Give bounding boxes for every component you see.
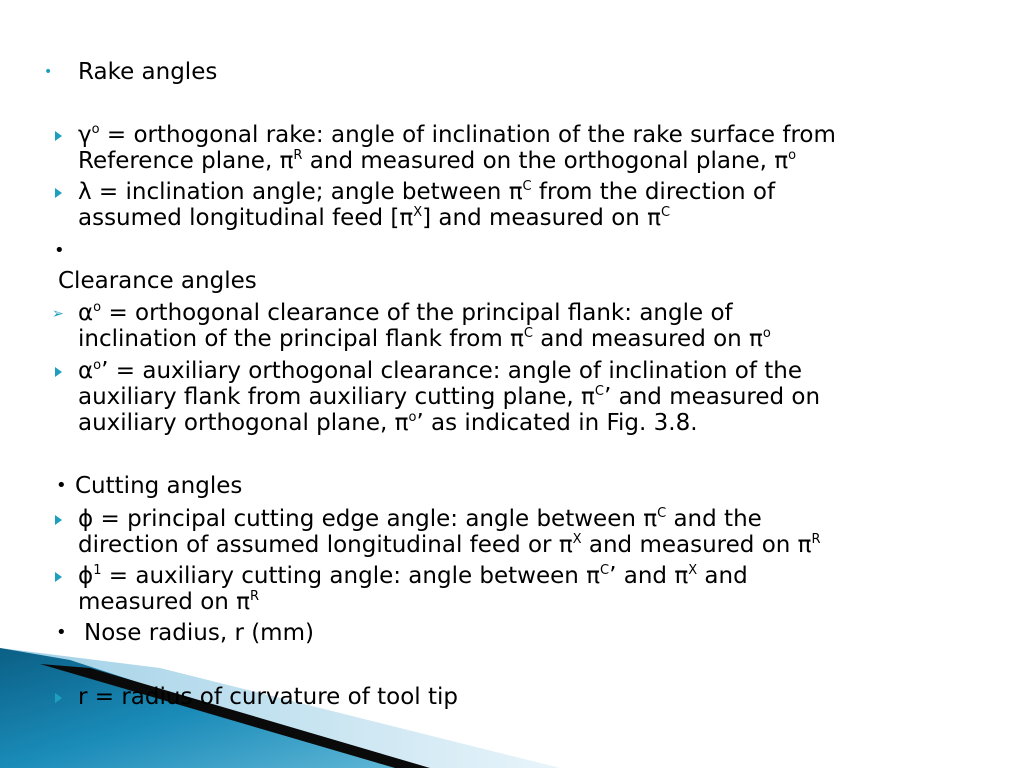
hollow-arrow-bullet-icon: ➢ — [52, 306, 64, 322]
rake-item-2-line-2: assumed longitudinal feed $[\pi^X]$ and measured on $\pi^C$ — [78, 205, 671, 231]
arrow-bullet-icon — [55, 367, 62, 377]
bullet-dot: • — [44, 64, 53, 80]
arrow-bullet-icon — [55, 188, 62, 198]
clearance-item-2-line-2: auxiliary flank from auxiliary cutting plane, $\pi^C$’ and measured on — [78, 384, 821, 410]
clearance-item-1-line-1: $\alpha^o$ = orthogonal clearance of the principal flank: angle of — [78, 300, 733, 326]
arrow-bullet-icon — [55, 572, 62, 582]
cutting-item-2-line-2: measured on $\pi^R$ — [78, 589, 260, 615]
cutting-item-2-line-1: $\phi^1$ = auxiliary cutting angle: angle between $\pi^C$’ and $\pi^X$ and — [78, 563, 748, 589]
bullet-dot: • — [56, 622, 67, 643]
arrow-bullet-icon — [55, 515, 62, 525]
rake-item-2-line-1: λ = inclination angle; angle between $\pi^C$ from the direction of — [78, 179, 776, 205]
clearance-item-2-line-3: auxiliary orthogonal plane, $\pi^o$’ as indicated in Fig. 3.8. — [78, 410, 698, 436]
heading-rake-angles: Rake angles — [78, 59, 218, 85]
cutting-item-1-line-1: ϕ = principal cutting edge angle: angle between $\pi^C$ and the — [78, 506, 762, 532]
clearance-item-2-line-1: $\alpha^o$’ = auxiliary orthogonal clearance: angle of inclination of the — [78, 358, 803, 384]
rake-item-1-line-1: $\gamma^o$ = orthogonal rake: angle of inclination of the rake surface from — [78, 122, 836, 148]
heading-nose-radius: Nose radius, r (mm) — [84, 620, 314, 646]
nose-item-1: r = radius of curvature of tool tip — [78, 684, 458, 710]
heading-cutting-angles: Cutting angles — [75, 473, 243, 499]
bullet-dot: • — [56, 475, 67, 496]
arrow-bullet-icon — [55, 693, 62, 703]
cutting-item-1-line-2: direction of assumed longitudinal feed or $\pi^X$ and measured on $\pi^R$ — [78, 532, 821, 558]
clearance-item-1-line-2: inclination of the principal flank from $\pi^C$ and measured on $\pi^o$ — [78, 326, 771, 352]
bullet-dot: • — [54, 240, 65, 261]
heading-clearance-angles: Clearance angles — [58, 268, 257, 294]
rake-item-1-line-2: Reference plane, $\pi^R$ and measured on the orthogonal plane, $\pi^o$ — [78, 148, 797, 174]
arrow-bullet-icon — [55, 131, 62, 141]
